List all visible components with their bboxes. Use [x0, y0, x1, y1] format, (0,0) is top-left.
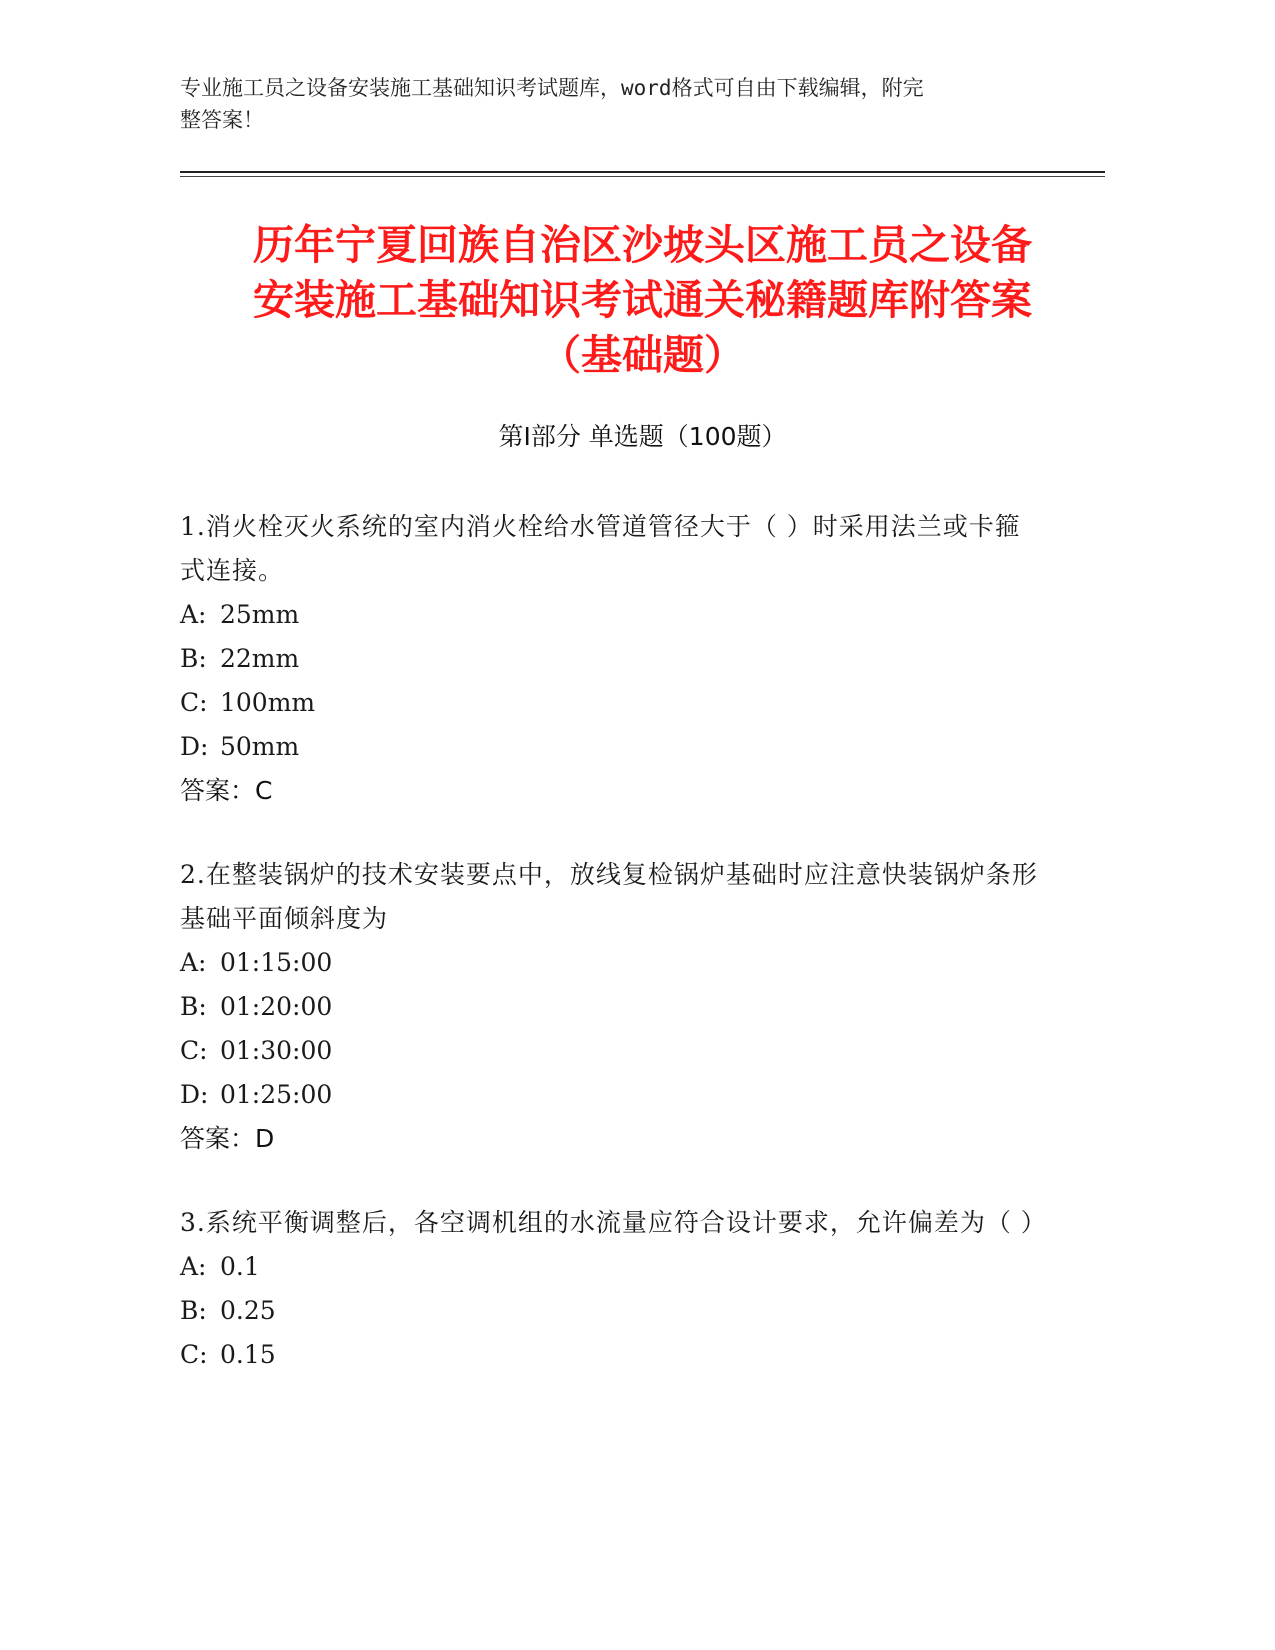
option-label: B: — [180, 644, 207, 673]
option-a — [180, 941, 1040, 985]
option-text: 25mm — [220, 600, 300, 629]
option-a — [180, 1245, 1040, 1289]
option-b — [180, 985, 1040, 1029]
header-note-line-1: 专业施工员之设备安装施工基础知识考试题库，word格式可自由下载编辑，附完 — [180, 76, 924, 100]
answer-line: 答案：D — [180, 1124, 275, 1153]
option-label: B: — [180, 992, 207, 1021]
option-c — [180, 1029, 1040, 1073]
option-text: 01:15:00 — [220, 948, 333, 977]
question-2 — [180, 853, 1040, 1161]
option-d — [180, 1073, 1040, 1117]
header-divider-thick — [180, 171, 1105, 173]
option-b — [180, 1289, 1040, 1333]
option-c — [180, 1333, 1040, 1377]
header-divider-thin — [180, 176, 1105, 177]
option-text: 100mm — [220, 688, 316, 717]
question-list — [180, 505, 1047, 1417]
option-text: 0.15 — [220, 1340, 276, 1369]
option-b — [180, 637, 1040, 681]
option-label: D: — [180, 732, 209, 761]
option-label: C: — [180, 1036, 208, 1065]
section-heading: 第Ⅰ部分 单选题（100题） — [498, 422, 787, 451]
option-label: B: — [180, 1296, 207, 1325]
question-stem: 1.消火栓灭火系统的室内消火栓给水管道管径大于（ ）时采用法兰或卡箍式连接。 — [180, 512, 1021, 585]
option-label: A: — [180, 600, 207, 629]
option-label: C: — [180, 688, 208, 717]
option-text: 0.25 — [220, 1296, 276, 1325]
answer-line: 答案：C — [180, 776, 273, 805]
document-title — [180, 218, 1105, 383]
option-label: D: — [180, 1080, 209, 1109]
option-text: 0.1 — [220, 1252, 260, 1281]
option-d — [180, 725, 1040, 769]
document-title-line-2: 安装施工基础知识考试通关秘籍题库附答案 — [253, 276, 1032, 324]
option-c — [180, 681, 1040, 725]
question-stem: 3.系统平衡调整后，各空调机组的水流量应符合设计要求，允许偏差为（ ） — [180, 1208, 1047, 1237]
document-title-line-1: 历年宁夏回族自治区沙坡头区施工员之设备 — [253, 221, 1032, 269]
option-text: 22mm — [220, 644, 300, 673]
question-1 — [180, 505, 1040, 813]
question-3 — [180, 1201, 1047, 1377]
header-note-line-2: 整答案！ — [180, 108, 264, 132]
option-text: 01:20:00 — [220, 992, 333, 1021]
option-text: 01:30:00 — [220, 1036, 333, 1065]
header-note — [180, 72, 1030, 136]
option-a — [180, 593, 1040, 637]
option-label: C: — [180, 1340, 208, 1369]
option-text: 50mm — [220, 732, 300, 761]
option-text: 01:25:00 — [220, 1080, 333, 1109]
option-label: A: — [180, 1252, 207, 1281]
question-stem: 2.在整装锅炉的技术安装要点中，放线复检锅炉基础时应注意快装锅炉条形基础平面倾斜度为 — [180, 860, 1038, 933]
document-title-line-3: （基础题） — [540, 331, 745, 379]
option-label: A: — [180, 948, 207, 977]
